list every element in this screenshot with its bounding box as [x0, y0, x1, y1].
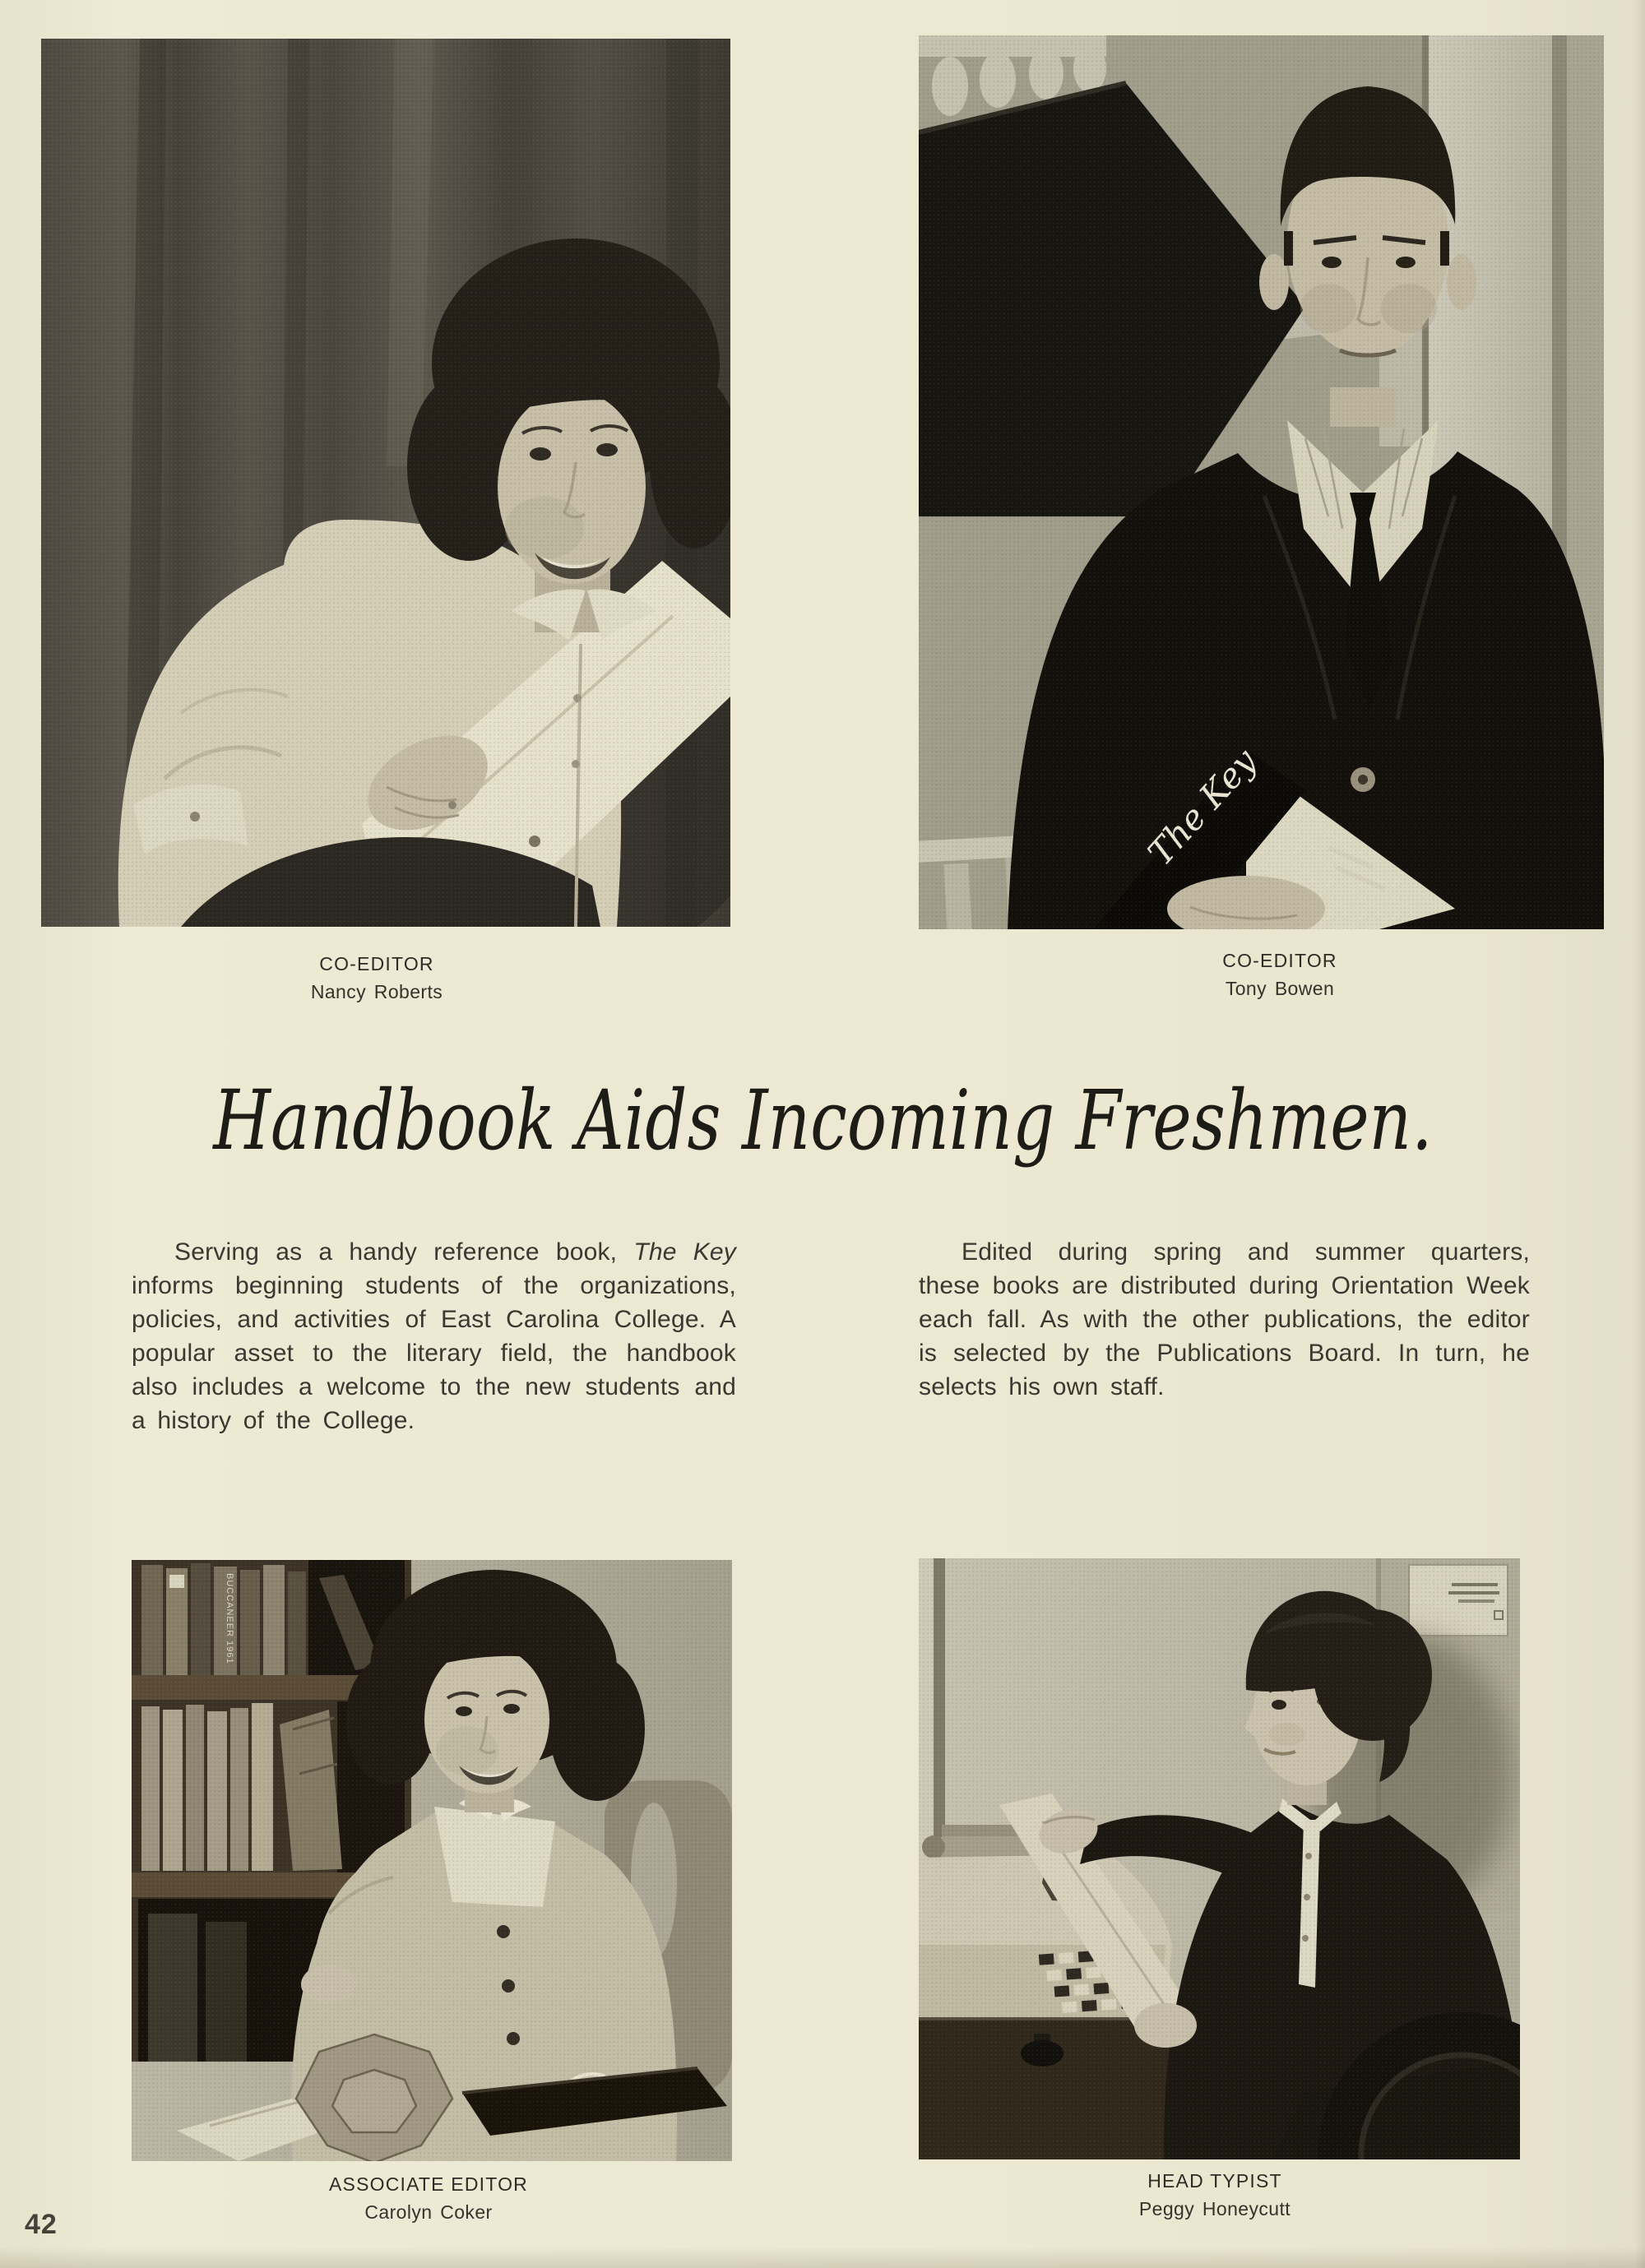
- caption-role: CO-EDITOR: [1222, 950, 1337, 971]
- portrait-woman-typewriter-illustration: [919, 1558, 1520, 2159]
- caption-head-typist-peggy: [968, 2172, 1462, 2219]
- portrait-man-suit-illustration: [919, 35, 1604, 929]
- caption-name: Tony Bowen: [1225, 978, 1335, 999]
- caption-name: Peggy Honeycutt: [1138, 2198, 1291, 2219]
- caption-associate-editor-carolyn: [182, 2175, 675, 2222]
- caption-name: Nancy Roberts: [310, 981, 443, 1002]
- photo-co-editor-nancy: [41, 39, 730, 927]
- caption-co-editor-tony: [1033, 951, 1527, 998]
- caption-role: CO-EDITOR: [319, 953, 434, 974]
- photo-associate-editor-carolyn: [132, 1560, 732, 2161]
- portrait-woman-bookshelf-illustration: [132, 1560, 732, 2161]
- book-title-italic: The Key: [633, 1238, 736, 1266]
- page-title-text: Handbook Aids Incoming Freshmen.: [212, 1072, 1433, 1169]
- photo-head-typist-peggy: [919, 1558, 1520, 2159]
- caption-name: Carolyn Coker: [364, 2201, 493, 2223]
- intro-paragraph-right: Edited during spring and summer quarters, these books are distributed during Orientation Week each fall. As with the other publications, the editor is selected by the Publications Board. In turn, he selects his own staff.: [919, 1238, 1530, 1400]
- photo-co-editor-tony: [919, 35, 1604, 929]
- caption-co-editor-nancy: [130, 955, 623, 1002]
- paragraph-text: Serving as a handy reference book,: [174, 1238, 634, 1266]
- portrait-woman-curtain-illustration: [41, 39, 730, 927]
- intro-paragraph-left: [132, 1235, 736, 1437]
- caption-role: ASSOCIATE EDITOR: [328, 2173, 528, 2195]
- caption-role: HEAD TYPIST: [1147, 2170, 1282, 2192]
- page-number: 42: [25, 2209, 58, 2240]
- paragraph-text: informs beginning students of the organizations, policies, and activities of East Carolina College. A popular asset to the literary field, the handbook also includes a welcome to the new students and a history of the College.: [132, 1272, 736, 1434]
- page-title: [0, 1072, 1645, 1169]
